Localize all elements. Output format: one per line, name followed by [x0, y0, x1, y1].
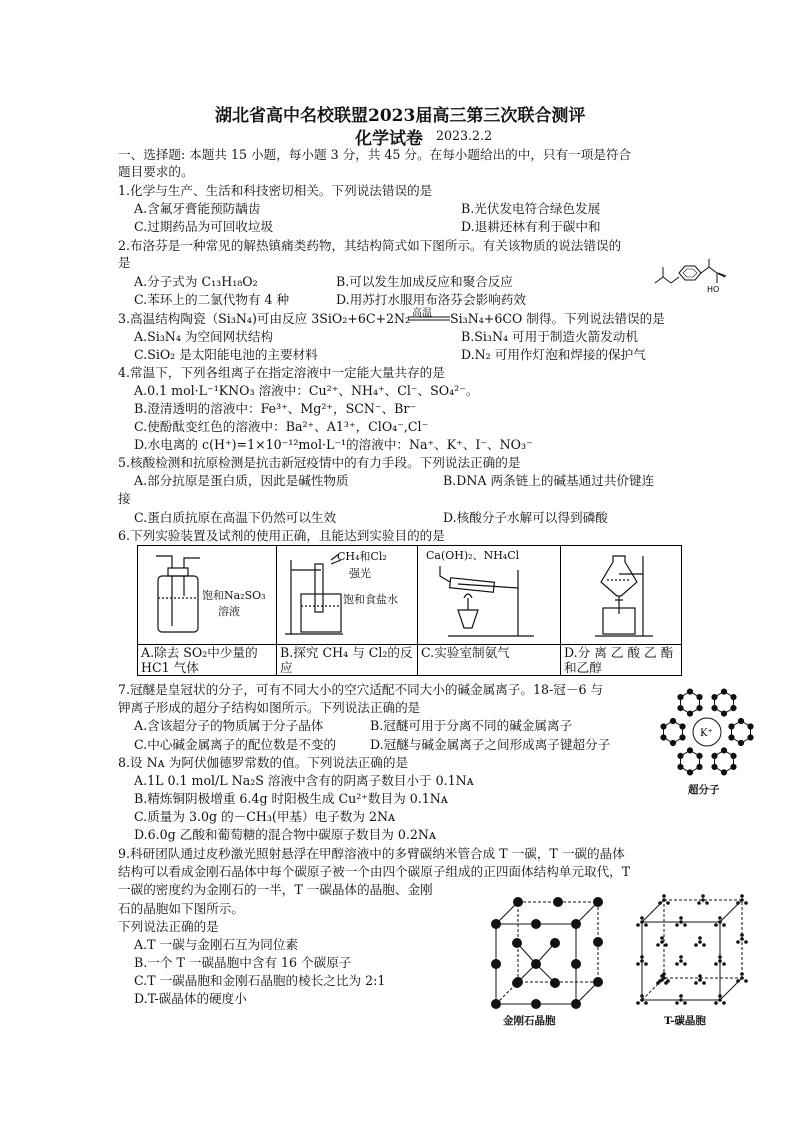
t-carbon-atom — [736, 901, 740, 905]
t-carbon-atom — [679, 916, 683, 920]
t-carbon-atom — [675, 1001, 679, 1005]
q6-fig-a-label1: 饱和Na₂SO₃ — [202, 589, 266, 602]
q6-apparatus-table — [137, 545, 682, 676]
t-carbon-atom — [644, 1001, 648, 1005]
t-carbon-atom — [679, 998, 683, 1002]
q6-fig-c-label: Ca(OH)₂、NH₄Cl — [426, 549, 520, 562]
q6-option-b-line2: 应 — [280, 660, 293, 675]
q7-option-b: B.冠醚可用于分离不同的碱金属离子 — [370, 718, 573, 733]
t-carbon-atom — [636, 923, 640, 927]
ring-atom — [697, 695, 702, 700]
ring-atom — [729, 724, 734, 729]
q5-option-b-cont: 接 — [118, 491, 131, 506]
ring-atom — [697, 706, 702, 711]
q6-option-c-line1: C.实验室制氨气 — [421, 645, 510, 660]
q4-stem: 4.常温下，下列各组离子在指定溶液中一定能大量共存的是 — [118, 365, 445, 380]
ibuprofen-structure — [655, 255, 745, 297]
t-carbon-atom — [640, 916, 644, 920]
t-carbon-atom — [636, 962, 640, 966]
q6-option-d-line1: D.分 离 乙 酸 乙 酯 — [564, 645, 674, 660]
t-carbon-atom — [744, 901, 748, 905]
q5-option-c: C.蛋白质抗原在高温下仍然可以生效 — [134, 510, 337, 525]
ring-atom — [680, 735, 685, 740]
k-ion-label: K⁺ — [700, 728, 713, 739]
q6-option-a — [138, 645, 277, 676]
t-carbon-atom — [666, 901, 670, 905]
q6-figure-d — [561, 546, 682, 645]
q6-fig-a-label2: 溶液 — [218, 605, 240, 618]
ring-atom — [712, 695, 717, 700]
q4-option-b: B.澄清透明的溶液中：Fe³⁺、Mg²⁺，SCN⁻、Br⁻ — [134, 401, 417, 416]
section-intro-line2: 题目要求的。 — [118, 164, 194, 179]
ring-atom — [697, 753, 702, 758]
q2-option-d: D.用苏打水服用布洛芬会影响药效 — [336, 292, 526, 307]
t-carbon-atom — [679, 994, 683, 998]
ring-atom — [712, 706, 717, 711]
ring-atom — [748, 735, 753, 740]
q1-option-b: B.光伏发电符合绿色发展 — [461, 201, 601, 216]
diamond-cell-caption: 金刚石晶胞 — [503, 1015, 556, 1027]
q6-option-a-line1: A.除去 SO₂中少量的 — [141, 645, 258, 660]
ring-atom — [678, 706, 683, 711]
retort-stand-beaker-icon — [285, 554, 345, 638]
t-carbon-atom — [660, 978, 664, 982]
q6-fig-b-label1: CH₄和Cl₂ — [337, 550, 387, 563]
q1-option-a: A.含氟牙膏能预防龋齿 — [134, 201, 261, 216]
ring-atom — [729, 735, 734, 740]
t-carbon-atom — [702, 943, 706, 947]
ring-atom — [670, 718, 675, 723]
t-carbon-atom — [658, 901, 662, 905]
t-carbon-atom — [740, 933, 744, 937]
q6-option-c — [418, 645, 561, 676]
t-carbon-atom — [660, 936, 664, 940]
page-title: 湖北省高中名校联盟2023届高三第三次联合测评 — [215, 106, 586, 126]
t-carbon-atom — [640, 994, 644, 998]
t-carbon-atom — [722, 923, 726, 927]
ring-atom — [687, 770, 692, 775]
t-carbon-atom — [698, 974, 702, 978]
ring-hexagon — [664, 721, 683, 743]
q8-option-a: A.1L 0.1 mol/L Na₂S 溶液中含有的阴离子数目小于 0.1Nᴀ — [134, 773, 474, 788]
t-carbon-atom — [698, 940, 702, 944]
q6-fig-b-label2: 强光 — [349, 567, 371, 580]
t-carbon-atom — [718, 994, 722, 998]
q6-option-a-line2: HC1 气体 — [141, 660, 199, 675]
q9-stem-line4: 石的晶胞如下图所示。 — [118, 901, 244, 916]
ring-hexagon — [732, 721, 751, 743]
ring-atom — [661, 735, 666, 740]
q1-option-c: C.过期药品为可回收垃圾 — [134, 219, 274, 234]
page-subtitle: 化学试卷 — [355, 129, 423, 149]
ring-atom — [738, 718, 743, 723]
q1-stem: 1.化学与生产、生活和科技密切相关。下列说法错误的是 — [118, 183, 433, 198]
t-carbon-atom — [722, 962, 726, 966]
t-carbon-atom — [744, 979, 748, 983]
q9-option-c: C.T 一碳晶胞和金刚石晶胞的棱长之比为 2:1 — [134, 973, 386, 988]
t-carbon-atom — [640, 959, 644, 963]
q6-option-b — [277, 645, 418, 676]
q6-figure-b — [277, 546, 418, 645]
t-carbon-atom — [697, 901, 701, 905]
t-carbon-atom — [740, 937, 744, 941]
ammonia-generator-icon — [438, 566, 538, 638]
t-carbon-atom — [705, 901, 709, 905]
q2-option-a: A.分子式为 C₁₃H₁₈O₂ — [134, 274, 258, 289]
q4-option-c: C.使酚酞变红色的溶液中：Ba²⁺、A1³⁺，ClO₄⁻,Cl⁻ — [134, 419, 429, 434]
diamond-unit-cell-figure — [488, 896, 608, 1008]
q6-option-b-line1: B.探究 CH₄ 与 Cl₂的反 — [280, 645, 413, 660]
gas-washing-bottle-icon — [154, 556, 204, 636]
t-carbon-atom — [740, 972, 744, 976]
ring-atom — [731, 764, 736, 769]
ring-atom — [712, 753, 717, 758]
separatory-funnel-icon — [585, 552, 655, 638]
q6-fig-b-label3: 饱和食盐水 — [343, 593, 398, 606]
t-carbon-atom — [740, 898, 744, 902]
q4-option-a: A.0.1 mol·L⁻¹KNO₃ 溶液中：Cu²⁺、NH₄⁺、Cl⁻、SO₄²⁻。 — [134, 383, 479, 398]
q9-stem-line2: 结构可以看成金刚石晶体中每个碳原子被一个由四个碳原子组成的正四面体结构单元取代，T — [118, 864, 631, 879]
ring-atom — [680, 724, 685, 729]
t-carbon-atom — [640, 955, 644, 959]
q3-stem-a: 3.高温结构陶瓷（Si₃N₄)可由反应 3SiO₂+6C+2N₂ — [118, 311, 411, 326]
t-carbon-atom — [714, 962, 718, 966]
t-carbon-atom — [714, 923, 718, 927]
supramolecule-caption: 超分子 — [688, 784, 720, 796]
q2-option-b: B.可以发生加成反应和聚合反应 — [336, 274, 513, 289]
q5-stem: 5.核酸检测和抗原检测是抗击新冠疫情中的有力手段。下列说法正确的是 — [118, 455, 521, 470]
q4-option-d: D.水电离的 c(H⁺)=1×10⁻¹²mol·L⁻¹的溶液中：Na⁺、K⁺、I⁻、NO₃⁻ — [134, 437, 533, 452]
ring-atom — [678, 753, 683, 758]
t-carbon-atom — [714, 1001, 718, 1005]
q8-option-b: B.精炼铜阴极增重 6.4g 时阳极生成 Cu²⁺数目为 0.1Nᴀ — [134, 791, 448, 806]
t-carbon-atom — [718, 920, 722, 924]
exam-date: 2023.2.2 — [436, 128, 493, 143]
t-carbon-atom — [740, 976, 744, 980]
ring-atom — [721, 711, 726, 716]
ibuprofen-ho-label: HO — [707, 285, 720, 294]
q3-stem-b: Si₃N₄+6CO 制得。下列说法错误的是 — [450, 311, 665, 326]
ring-atom — [687, 689, 692, 694]
t-carbon-atom — [683, 1001, 687, 1005]
q8-stem: 8.设 Nᴀ 为阿伏伽德罗常数的值。下列说法正确的是 — [118, 755, 409, 770]
q3-option-c: C.SiO₂ 是太阳能电池的主要材料 — [134, 347, 318, 362]
t-carbon-atom — [664, 943, 668, 947]
t-carbon-atom — [679, 955, 683, 959]
t-carbon-atom — [722, 1001, 726, 1005]
t-carbon-atom — [640, 920, 644, 924]
t-carbon-atom — [675, 962, 679, 966]
t-carbon-atom — [718, 955, 722, 959]
ring-atom — [748, 724, 753, 729]
q9-option-d: D.T-碳晶体的硬度小 — [134, 991, 247, 1006]
ring-atom — [731, 695, 736, 700]
q3-option-d: D.N₂ 可用作灯泡和焊接的保护气 — [461, 347, 646, 362]
t-carbon-atom — [675, 923, 679, 927]
t-carbon-atom — [736, 940, 740, 944]
ring-atom — [738, 740, 743, 745]
crown-ether-supramolecule-figure — [660, 685, 755, 780]
ring-atom — [687, 711, 692, 716]
q1-option-d: D.退耕还林有利于碳中和 — [461, 219, 601, 234]
q2-stem: 2.布洛芬是一种常见的解热镇痛类药物，其结构简式如下图所示。有关该物质的说法错误的 — [118, 238, 622, 253]
t-carbon-atom — [718, 959, 722, 963]
q3-arrow-label: 高温 — [412, 308, 432, 319]
t-carbon-atom — [656, 981, 660, 985]
q8-option-d: D.6.0g 乙酸和葡萄糖的混合物中碳原子数目为 0.2Nᴀ — [134, 827, 437, 842]
ring-hexagon — [681, 750, 700, 772]
ring-atom — [721, 770, 726, 775]
t-carbon-atom — [656, 943, 660, 947]
ring-atom — [731, 706, 736, 711]
ring-atom — [712, 764, 717, 769]
t-carbon-atom — [718, 916, 722, 920]
t-carbon-atom — [679, 920, 683, 924]
t-carbon-atom — [702, 981, 706, 985]
t-carbon-atom — [718, 998, 722, 1002]
t-carbon-atom — [683, 962, 687, 966]
ring-hexagon — [681, 692, 700, 714]
q7-option-a: A.含该超分子的物质属于分子晶体 — [134, 718, 324, 733]
q6-option-d — [561, 645, 682, 676]
q7-stem-cont: 钾离子形成的超分子结构如图所示。下列说法正确的是 — [118, 700, 421, 715]
q7-option-d: D.冠醚与碱金属离子之间形成离子键超分子 — [370, 737, 611, 752]
t-carbon-atom — [664, 981, 668, 985]
q9-stem-line1: 9.科研团队通过皮秒激光照射悬浮在甲醇溶液中的多臂碳纳米管合成 T 一碳，T 一碳的晶体 — [118, 846, 625, 861]
t-carbon-atom — [698, 978, 702, 982]
q6-stem: 6.下列实验装置及试剂的使用正确，且能达到实验目的的是 — [118, 528, 445, 543]
t-carbon-atom — [644, 962, 648, 966]
q2-stem-cont: 是 — [118, 255, 131, 270]
ring-atom — [661, 724, 666, 729]
ring-atom — [678, 764, 683, 769]
q3-option-b: B.Si₃N₄ 可用于制造火箭发动机 — [461, 329, 638, 344]
q7-option-c: C.中心碱金属离子的配位数是不变的 — [134, 737, 337, 752]
q5-option-b: B.DNA 两条链上的碱基通过共价键连 — [443, 473, 655, 488]
q9-option-a: A.T 一碳与金刚石互为同位素 — [134, 937, 299, 952]
q3-equal-arrow — [408, 316, 450, 322]
ring-atom — [687, 748, 692, 753]
ring-atom — [721, 689, 726, 694]
q3-option-a: A.Si₃N₄ 为空间网状结构 — [134, 329, 274, 344]
ring-hexagon — [715, 692, 734, 714]
t-carbon-atom — [660, 940, 664, 944]
q6-figure-c — [418, 546, 561, 645]
t-carbon-atom — [736, 979, 740, 983]
ring-atom — [678, 695, 683, 700]
t-carbon-unit-cell-figure — [636, 896, 748, 1008]
t-carbon-atom — [679, 959, 683, 963]
t-carbon-atom — [683, 923, 687, 927]
t-carbon-atom — [701, 894, 705, 898]
t-carbon-atom — [740, 894, 744, 898]
q8-option-c: C.质量为 3.0g 的－CH₃(甲基）电子数为 2Nᴀ — [134, 809, 396, 824]
q5-option-d: D.核酸分子水解可以得到磷酸 — [443, 510, 608, 525]
q9-stem-line5: 下列说法正确的是 — [118, 919, 219, 934]
q9-option-b: B.一个 T 一碳晶胞中含有 16 个碳原子 — [134, 955, 352, 970]
t-carbon-atom — [694, 943, 698, 947]
q7-stem: 7.冠醚是皇冠状的分子，可有不同大小的空穴适配不同大小的碱金属离子。18-冠－6 与 — [118, 682, 604, 697]
q5-option-a: A.部分抗原是蛋白质，因此是碱性物质 — [134, 473, 349, 488]
t-carbon-atom — [640, 998, 644, 1002]
ring-hexagon — [715, 750, 734, 772]
t-carbon-atom — [662, 898, 666, 902]
t-carbon-atom — [660, 974, 664, 978]
t-carbon-atom — [644, 923, 648, 927]
t-carbon-cell-caption: T-碳晶胞 — [664, 1015, 706, 1027]
section-intro-line1: 一、选择题: 本题共 15 小题，每小题 3 分，共 45 分。在每小题给出的中，只有一项是符合 — [118, 147, 632, 162]
t-carbon-atom — [636, 1001, 640, 1005]
q6-option-d-line2: 和乙醇 — [564, 660, 602, 675]
ring-atom — [697, 764, 702, 769]
ring-atom — [731, 753, 736, 758]
q6-figure-a — [138, 546, 277, 645]
t-carbon-atom — [701, 898, 705, 902]
t-carbon-atom — [698, 936, 702, 940]
ring-atom — [721, 748, 726, 753]
t-carbon-atom — [694, 981, 698, 985]
q2-option-c: C.苯环上的二氯代物有 4 种 — [134, 292, 290, 307]
ring-atom — [670, 740, 675, 745]
q9-stem-line3: 一碳的密度约为金刚石的一半，T 一碳晶体的晶胞、金刚 — [118, 882, 433, 897]
t-carbon-atom — [744, 940, 748, 944]
t-carbon-atom — [662, 894, 666, 898]
